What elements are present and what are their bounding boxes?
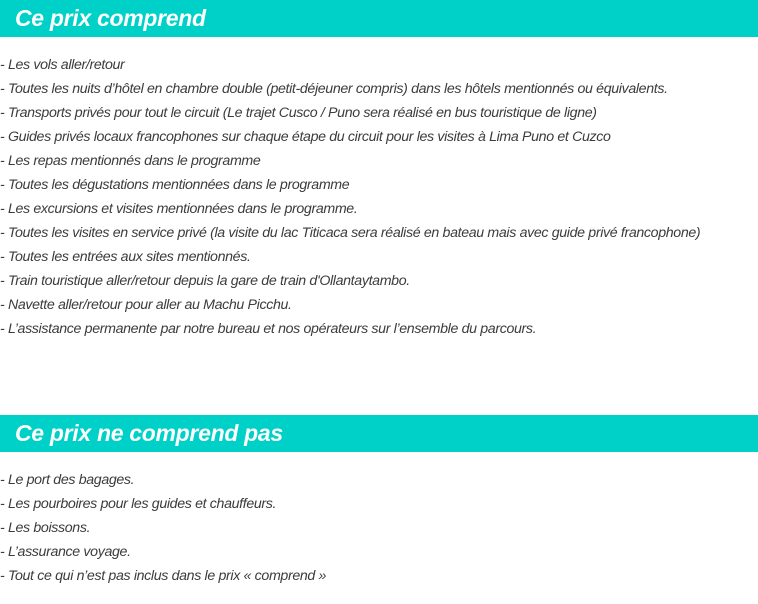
list-item: - Navette aller/retour pour aller au Machu Picchu. [0, 297, 292, 313]
list-item: - Guides privés locaux francophones sur chaque étape du circuit pour les visites à Lima Puno et Cuzco [0, 129, 611, 145]
list-item: - Les repas mentionnés dans le programme [0, 153, 261, 169]
list-item: - Toutes les entrées aux sites mentionnés. [0, 249, 251, 265]
list-item: - Train touristique aller/retour depuis la gare de train d'Ollantaytambo. [0, 273, 410, 289]
list-item: - Les vols aller/retour [0, 57, 125, 73]
list-item: - Toutes les nuits d’hôtel en chambre double (petit-déjeuner compris) dans les hôtels mentionnés ou équivalents. [0, 81, 668, 97]
list-item: - Transports privés pour tout le circuit (Le trajet Cusco / Puno sera réalisé en bus touristique de ligne) [0, 105, 597, 121]
list-item: - Les boissons. [0, 520, 91, 536]
section-header-included [0, 0, 758, 37]
not-included-list [0, 468, 326, 588]
list-item: - Toutes les visites en service privé (la visite du lac Titicaca sera réalisé en bateau mais avec guide privé francophone) [0, 225, 701, 241]
list-item: - L’assistance permanente par notre bureau et nos opérateurs sur l’ensemble du parcours. [0, 321, 537, 337]
list-item: - Le port des bagages. [0, 472, 135, 488]
section-header-not-included [0, 415, 758, 452]
list-item: - Les excursions et visites mentionnées dans le programme. [0, 201, 358, 217]
list-item: - Toutes les dégustations mentionnées dans le programme [0, 177, 350, 193]
list-item: - L’assurance voyage. [0, 544, 131, 560]
included-list [0, 53, 700, 341]
section-title: Ce prix comprend [15, 5, 206, 31]
section-title: Ce prix ne comprend pas [15, 420, 283, 446]
list-item: - Tout ce qui n’est pas inclus dans le prix « comprend » [0, 568, 327, 584]
list-item: - Les pourboires pour les guides et chauffeurs. [0, 496, 277, 512]
